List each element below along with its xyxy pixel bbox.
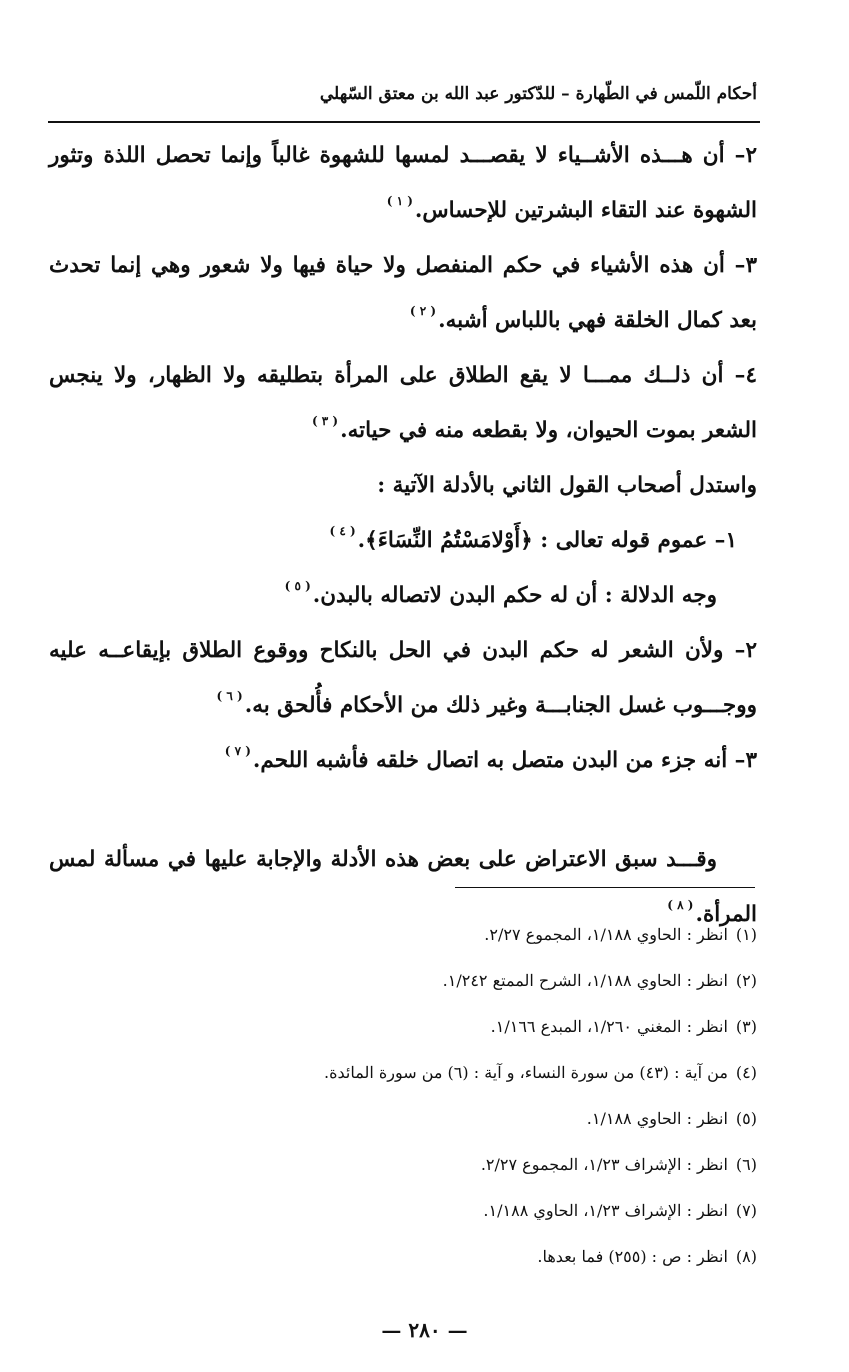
footnote-item [117, 958, 757, 1004]
footnote-item [117, 1188, 757, 1234]
footnote-item [117, 1004, 757, 1050]
footnote-number: (٢) [735, 971, 757, 990]
footnote-ref-6[interactable]: ( ٦ ) [216, 689, 243, 703]
footnote-text: انظر : الحاوي ١/١٨٨، المجموع ٢/٢٧. [484, 925, 728, 944]
footnote-number: (٨) [735, 1247, 757, 1266]
footnote-number: (٧) [735, 1201, 757, 1220]
header-rule [48, 121, 760, 123]
footnotes-list [117, 912, 757, 1280]
paragraph-evidence-2 [49, 623, 757, 733]
paragraph-text: وجه الدلالة : أن له حكم البدن لاتصاله بالبدن. [312, 583, 717, 608]
footnote-item [117, 1142, 757, 1188]
footnote-text: انظر : الحاوي ١/١٨٨، الشرح الممتع ١/٢٤٢. [442, 971, 728, 990]
footnote-text: انظر : ص : (٢٥٥) فما بعدها. [537, 1247, 728, 1266]
paragraph-evidence-1 [49, 513, 757, 568]
paragraph-evidence-3 [49, 733, 757, 788]
footnote-number: (٥) [735, 1109, 757, 1128]
paragraph-text: ٢– ولأن الشعر له حكم البدن في الحل بالنكاح ووقوع الطلاق بإيقاعــه عليه ووجـــوب غسل الجنابـــة وغير ذلك من الأحكام فأُلحق به. [49, 638, 757, 718]
paragraph-point-4 [49, 348, 757, 458]
footnote-number: (٦) [735, 1155, 757, 1174]
footnote-item [117, 912, 757, 958]
footnote-ref-8[interactable]: ( ٨ ) [667, 898, 694, 912]
footnote-ref-5[interactable]: ( ٥ ) [284, 579, 311, 593]
paragraph-evidence-explanation [49, 568, 757, 623]
paragraph-point-2 [49, 128, 757, 238]
footnote-ref-4[interactable]: ( ٤ ) [329, 524, 356, 538]
footnote-number: (٤) [735, 1063, 757, 1082]
footnote-text: انظر : الإشراف ١/٢٣، المجموع ٢/٢٧. [480, 1155, 728, 1174]
footnote-text: انظر : الحاوي ١/١٨٨. [586, 1109, 728, 1128]
page-number: — ٢٨٠ — [381, 1318, 468, 1342]
paragraph-text: ١– عموم قوله تعالى : [532, 528, 737, 553]
footnote-separator [455, 887, 755, 888]
footnote-text: انظر : الإشراف ١/٢٣، الحاوي ١/١٨٨. [483, 1201, 728, 1220]
footnote-number: (٣) [735, 1017, 757, 1036]
footnote-item [117, 1096, 757, 1142]
paragraph-text: . [357, 528, 366, 553]
footnote-text: من آية : (٤٣) من سورة النساء، و آية : (٦) من سورة المائدة. [324, 1063, 728, 1082]
footnote-item [117, 1234, 757, 1280]
paragraph-text: وقـــد سبق الاعتراض على بعض هذه الأدلة والإجابة عليها في مسألة لمس المرأة. [49, 847, 757, 927]
paragraph-text: ٣– أنه جزء من البدن متصل به اتصال خلقه فأشبه اللحم. [252, 748, 757, 773]
paragraph-text: ٤– أن ذلــك ممـــا لا يقع الطلاق على المرأة بتطليقه ولا الظهار، ولا ينجس الشعر بموت الحيوان، ولا بقطعه منه في حياته. [49, 363, 757, 443]
paragraph-text: ٢– أن هـــذه الأشــياء لا يقصـــد لمسها للشهوة غالباً وإنما تحصل اللذة وتثور الشهوة عند التقاء البشرتين للإحساس. [49, 143, 757, 223]
running-header: أحكام اللّمس في الطّهارة – للدّكتور عبد الله بن معتق السّهلي [319, 84, 757, 104]
paragraph-second-opinion-intro [49, 458, 757, 513]
footnote-ref-7[interactable]: ( ٧ ) [224, 744, 251, 758]
footnote-text: انظر : المغني ١/٢٦٠، المبدع ١/١٦٦. [490, 1017, 728, 1036]
footnote-item [117, 1050, 757, 1096]
footnote-ref-3[interactable]: ( ٣ ) [311, 414, 339, 428]
footnote-ref-1[interactable]: ( ١ ) [386, 194, 413, 208]
body-text [49, 128, 757, 942]
paragraph-text: ٣– أن هذه الأشياء في حكم المنفصل ولا حياة فيها ولا شعور وهي إنما تحدث بعد كمال الخلقة فهي باللباس أشبه. [49, 253, 757, 333]
footnote-number: (١) [735, 925, 757, 944]
footnote-ref-2[interactable]: ( ٢ ) [409, 304, 437, 318]
quran-verse: ﴿أَوْلامَسْتُمُ النِّسَاءَ﴾ [365, 528, 533, 553]
paragraph-text: واستدل أصحاب القول الثاني بالأدلة الآتية : [377, 473, 757, 498]
paragraph-point-3 [49, 238, 757, 348]
